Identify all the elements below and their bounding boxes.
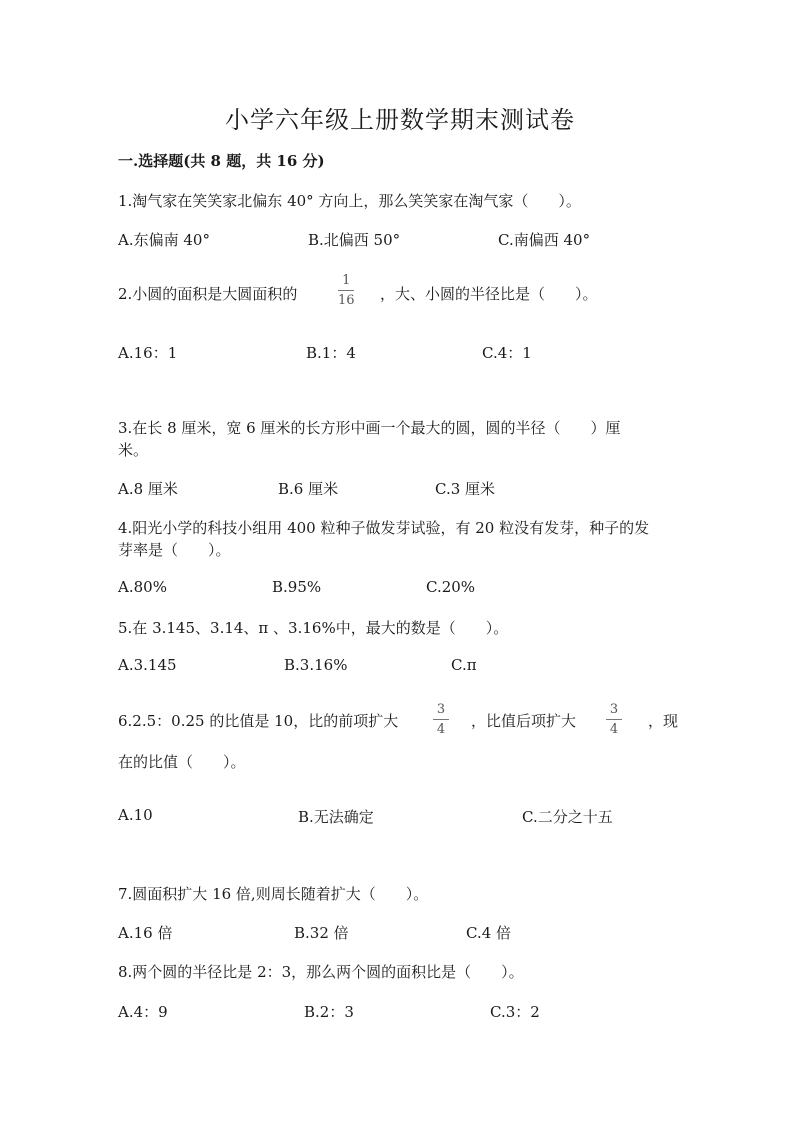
- q6-option-b[interactable]: B.无法确定: [298, 808, 374, 826]
- fraction-denominator: 4: [436, 722, 446, 737]
- fraction-bar: [606, 719, 622, 720]
- fraction-numerator: 3: [436, 702, 446, 717]
- fraction-bar: [338, 290, 354, 291]
- fraction-three-quarters-1: [433, 703, 449, 736]
- question-3-line-1: 3.在长 8 厘米，宽 6 厘米的长方形中画一个最大的圆，圆的半径（ ）厘: [118, 419, 621, 437]
- q1-option-b[interactable]: B.北偏西 50°: [308, 231, 401, 249]
- q7-option-c[interactable]: C.4 倍: [466, 924, 512, 942]
- q1-option-c[interactable]: C.南偏西 40°: [498, 231, 591, 249]
- question-8: 8.两个圆的半径比是 2：3，那么两个圆的面积比是（ ）。: [118, 963, 524, 981]
- fraction-numerator: 1: [342, 273, 351, 288]
- q6-option-a[interactable]: A.10: [118, 806, 153, 824]
- page-title: 小学六年级上册数学期末测试卷: [225, 106, 575, 134]
- q3-option-a[interactable]: A.8 厘米: [118, 480, 178, 498]
- q5-option-a[interactable]: A.3.145: [118, 656, 177, 674]
- fraction-bar: [433, 719, 449, 720]
- q4-option-c[interactable]: C.20%: [426, 578, 476, 596]
- fraction-numerator: 3: [609, 702, 619, 717]
- fraction-one-sixteenth: [338, 274, 355, 307]
- q5-option-b[interactable]: B.3.16%: [284, 656, 348, 674]
- q4-option-a[interactable]: A.80%: [118, 578, 167, 596]
- fraction-denominator: 4: [609, 722, 619, 737]
- q7-option-a[interactable]: A.16 倍: [118, 924, 173, 942]
- question-2-part-b: ，大、小圆的半径比是（ ）。: [380, 285, 598, 303]
- question-4-line-2: 芽率是（ ）。: [118, 541, 231, 559]
- question-3-line-2: 米。: [118, 441, 149, 459]
- question-4-line-1: 4.阳光小学的科技小组用 400 粒种子做发芽试验，有 20 粒没有发芽，种子的发: [118, 519, 650, 537]
- fraction-three-quarters-2: [606, 703, 622, 736]
- q3-option-b[interactable]: B.6 厘米: [278, 480, 339, 498]
- question-7: 7.圆面积扩大 16 倍,则周长随着扩大（ ）。: [118, 885, 429, 903]
- question-6-part-c: ，现: [648, 712, 679, 730]
- question-6-part-a: 6.2.5：0.25 的比值是 10，比的前项扩大: [118, 712, 399, 730]
- section-heading: 一.选择题(共 8 题，共 16 分): [118, 152, 325, 170]
- q8-option-b[interactable]: B.2：3: [304, 1003, 354, 1021]
- q2-option-a[interactable]: A.16：1: [118, 344, 178, 362]
- question-1: 1.淘气家在笑笑家北偏东 40° 方向上，那么笑笑家在淘气家（ ）。: [118, 192, 581, 210]
- fraction-denominator: 16: [338, 293, 355, 308]
- q3-option-c[interactable]: C.3 厘米: [435, 480, 496, 498]
- q2-option-c[interactable]: C.4：1: [482, 344, 532, 362]
- q6-option-c[interactable]: C.二分之十五: [522, 808, 613, 826]
- question-5: 5.在 3.145、3.14、π 、3.16%中，最大的数是（ ）。: [118, 619, 509, 637]
- q7-option-b[interactable]: B.32 倍: [294, 924, 349, 942]
- question-6-line-2: 在的比值（ ）。: [118, 753, 246, 771]
- q8-option-c[interactable]: C.3：2: [490, 1003, 540, 1021]
- question-2-part-a: 2.小圆的面积是大圆面积的: [118, 285, 298, 303]
- q4-option-b[interactable]: B.95%: [272, 578, 322, 596]
- q2-option-b[interactable]: B.1：4: [306, 344, 356, 362]
- question-6-part-b: ，比值后项扩大: [471, 712, 577, 730]
- q5-option-c[interactable]: C.π: [451, 656, 477, 674]
- q8-option-a[interactable]: A.4：9: [118, 1003, 168, 1021]
- q1-option-a[interactable]: A.东偏南 40°: [118, 231, 210, 249]
